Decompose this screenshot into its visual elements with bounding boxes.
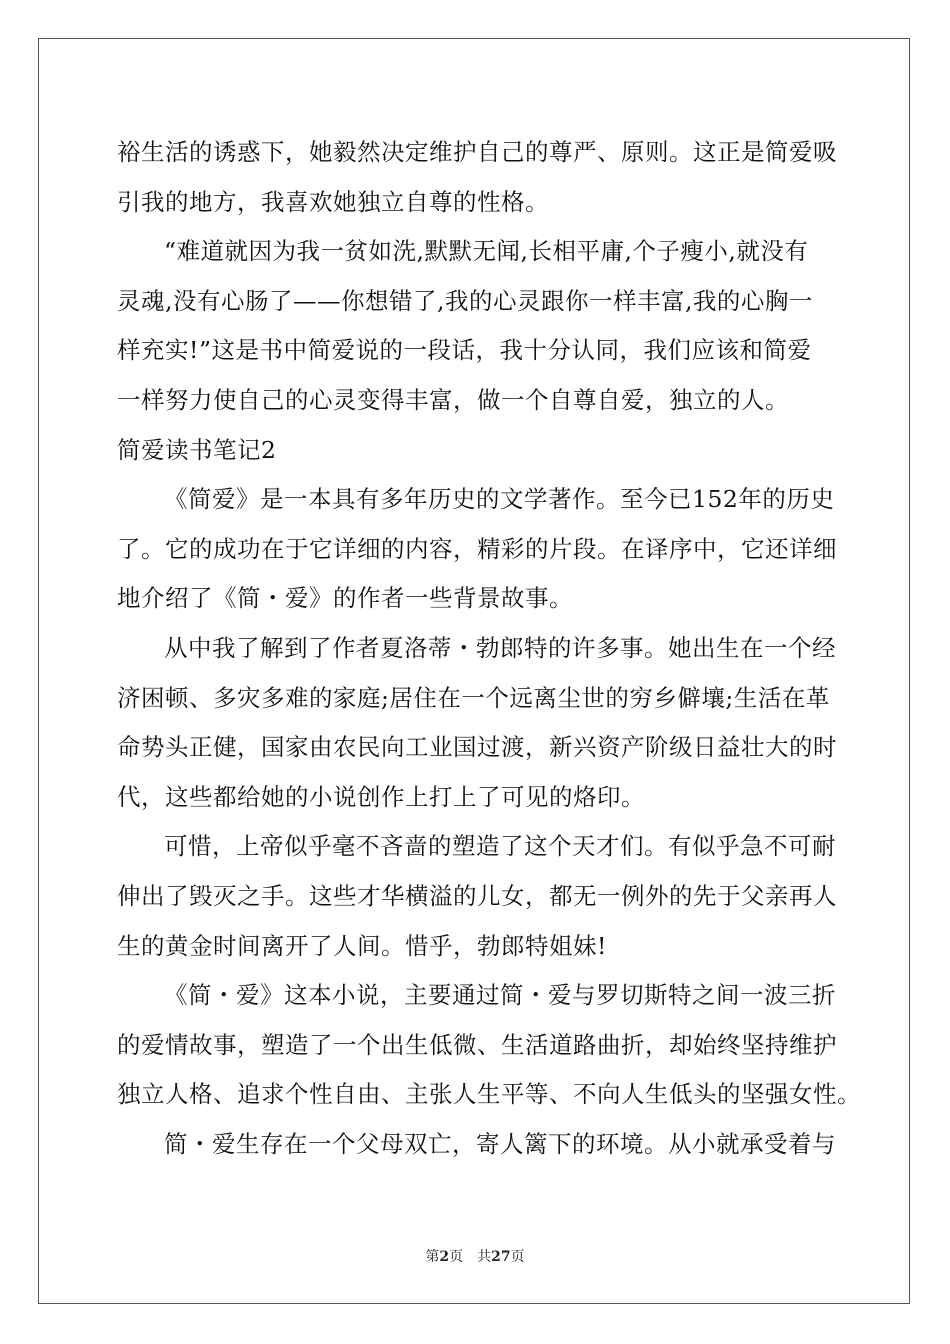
text-line: 济困顿、多灾多难的家庭;居住在一个远离尘世的穷乡僻壤;生活在革 [117,683,830,712]
page-footer [0,1246,950,1266]
text-line: 裕生活的诱惑下，她毅然决定维护自己的尊严、原则。这正是简爱吸 [117,138,837,166]
text-line: 引我的地方，我喜欢她独立自尊的性格。 [117,187,549,216]
section-heading: 简爱读书笔记2 [117,435,277,464]
text-line: 了。它的成功在于它详细的内容，精彩的片段。在译序中，它还详细 [117,534,837,563]
text-line: 样充实!”这是书中简爱说的一段话，我十分认同，我们应该和简爱 [117,336,812,365]
text-line: 从中我了解到了作者夏洛蒂・勃郎特的许多事。她出生在一个经 [164,633,836,662]
text-line: 地介绍了《简・爱》的作者一些背景故事。 [117,584,573,613]
text-line: 代，这些都给她的小说创作上打上了可见的烙印。 [117,782,645,811]
text-line: 命势头正健，国家由农民向工业国过渡，新兴资产阶级日益壮大的时 [117,733,837,762]
text-line: 《简爱》是一本具有多年历史的文学著作。至今已152年的历史 [164,485,835,514]
text-line: 独立人格、追求个性自由、主张人生平等、不向人生低头的坚强女性。 [117,1080,861,1109]
footer-total-pages: 27 [491,1249,511,1265]
text-line: 的爱情故事，塑造了一个出生低微、生活道路曲折，却始终坚持维护 [117,1030,837,1059]
text-line: 生的黄金时间离开了人间。惜乎，勃郎特姐妹! [117,931,607,960]
text-line: 一样努力使自己的心灵变得丰富，做一个自尊自爱，独立的人。 [117,385,789,414]
text-line: 可惜，上帝似乎毫不吝啬的塑造了这个天才们。有似乎急不可耐 [164,832,836,861]
text-line: 《简・爱》这本小说，主要通过简・爱与罗切斯特之间一波三折 [164,981,836,1010]
text-line: 灵魂,没有心肠了——你想错了,我的心灵跟你一样丰富,我的心胸一 [117,286,813,315]
text-line: 伸出了毁灭之手。这些才华横溢的儿女，都无一例外的先于父亲再人 [117,881,837,910]
footer-page-number: 2 [439,1249,450,1265]
footer-total-prefix: 共 [477,1249,492,1265]
text-line: 简・爱生存在一个父母双亡，寄人篱下的环境。从小就承受着与 [164,1129,836,1158]
text-line: “难道就因为我一贫如洗,默默无闻,长相平庸,个子瘦小,就没有 [164,237,809,266]
footer-page-suffix: 页 [449,1249,464,1265]
document-body [117,128,861,1169]
footer-prefix: 第 [425,1249,440,1265]
footer-total-suffix: 页 [510,1249,525,1265]
